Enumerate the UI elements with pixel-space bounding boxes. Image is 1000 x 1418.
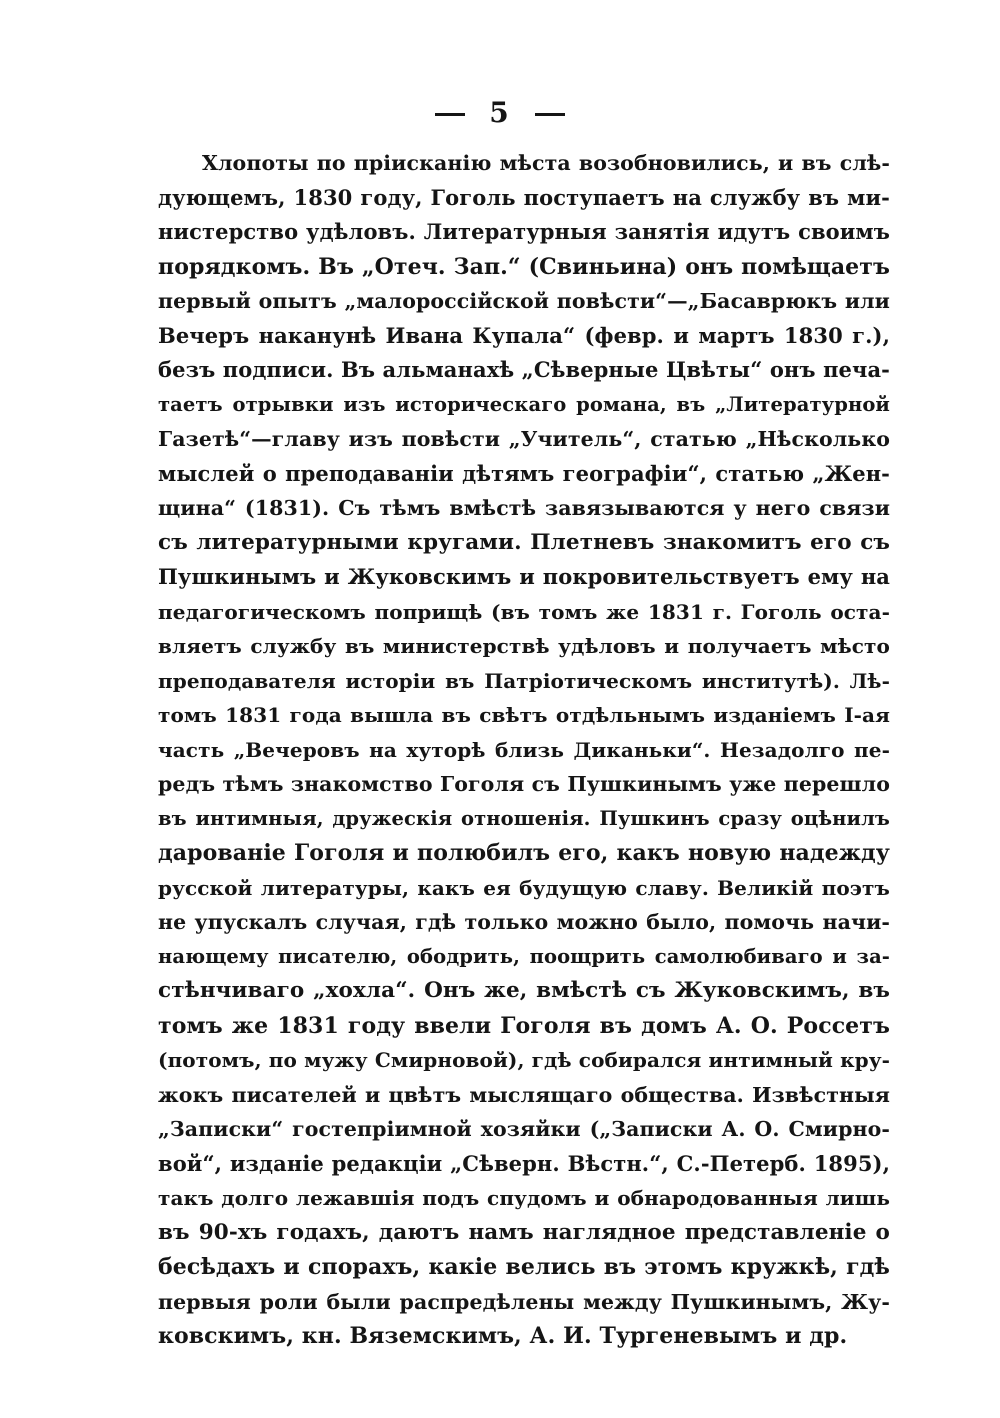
text-line: дарованiе Гоголя и полюбилъ его, какъ новую надежду <box>158 840 890 866</box>
page-number-dash-left <box>435 113 465 116</box>
text-line-last: ковскимъ, кн. Вяземскимъ, А. И. Тургеневымъ и др. <box>158 1323 848 1349</box>
text-line: первыя роли были распредѣлены между Пушкинымъ, Жу- <box>158 1289 890 1314</box>
text-line: дующемъ, 1830 году, Гоголь поступаетъ на службу въ ми- <box>158 184 890 210</box>
page-number <box>0 96 1000 129</box>
text-line: первый опытъ „малороссiйской повѣсти“—„Басаврюкъ или <box>158 289 890 313</box>
text-line: съ литературными кругами. Плетневъ знакомитъ его съ <box>158 529 890 555</box>
text-line: не упускалъ случая, гдѣ только можно было, помочь начи- <box>158 910 890 934</box>
text-line: порядкомъ. Въ „Отеч. Зап.“ (Свиньина) онъ помѣщаетъ <box>158 253 890 280</box>
text-line: въ интимныя, дружескiя отношенiя. Пушкинъ сразу оцѣнилъ <box>158 806 890 830</box>
text-line: „Записки“ гостепрiимной хозяйки („Записки А. О. Смирно- <box>158 1117 890 1141</box>
text-line: (потомъ, по мужу Смирновой), гдѣ собирался интимный кру- <box>158 1048 890 1072</box>
text-line: бесѣдахъ и спорахъ, какiе велись въ этомъ кружкѣ, гдѣ <box>158 1254 890 1280</box>
text-line: преподавателя исторiи въ Патрiотическомъ институтѣ). Лѣ- <box>158 668 890 693</box>
text-line: въ 90-хъ годахъ, даютъ намъ наглядное представленiе о <box>158 1219 890 1245</box>
text-line: Газетѣ“—главу изъ повѣсти „Учитель“, статью „Нѣсколько <box>158 427 890 451</box>
text-line: нистерство удѣловъ. Литературныя занятiя идутъ своимъ <box>158 219 890 244</box>
text-line: жокъ писателей и цвѣтъ мыслящаго общества. Извѣстныя <box>158 1082 890 1107</box>
text-line: таетъ отрывки изъ историческаго романа, въ „Литературной <box>158 392 890 416</box>
text-line: редъ тѣмъ знакомство Гоголя съ Пушкинымъ уже перешло <box>158 772 890 796</box>
text-line: вляетъ службу въ министерствѣ удѣловъ и получаетъ мѣсто <box>158 634 890 658</box>
text-line: томъ 1831 года вышла въ свѣтъ отдѣльнымъ изданiемъ I-ая <box>158 703 890 727</box>
text-line: Вечеръ наканунѣ Ивана Купала“ (февр. и мартъ 1830 г.), <box>158 322 890 348</box>
text-line: часть „Вечеровъ на хуторѣ близь Диканьки“. Незадолго пе- <box>158 737 890 762</box>
text-line: такъ долго лежавшiя подъ спудомъ и обнародованныя лишь <box>158 1186 890 1210</box>
body-paragraph <box>158 146 890 1354</box>
text-line: безъ подписи. Въ альманахѣ „Сѣверные Цвѣты“ онъ печа- <box>158 357 890 382</box>
text-line: стѣнчиваго „хохла“. Онъ же, вмѣстѣ съ Жуковскимъ, въ <box>158 978 890 1003</box>
text-line: Пушкинымъ и Жуковскимъ и покровительствуетъ ему на <box>158 564 890 589</box>
page-number-dash-right <box>535 113 565 116</box>
text-line: педагогическомъ поприщѣ (въ томъ же 1831 г. Гоголь оста- <box>158 599 890 624</box>
text-line: томъ же 1831 году ввели Гоголя въ домъ А. О. Россетъ <box>158 1012 890 1039</box>
page-number-value: 5 <box>489 96 511 129</box>
text-line: нающему писателю, ободрить, поощрить самолюбиваго и за- <box>158 944 890 968</box>
text-line: Хлопоты по прiисканiю мѣста возобновились, и въ слѣ- <box>202 151 890 175</box>
text-line: вой“, изданiе редакцiи „Сѣверн. Вѣстн.“, С.-Петерб. 1895), <box>158 1150 890 1176</box>
text-line: щина“ (1831). Съ тѣмъ вмѣстѣ завязываются у него связи <box>158 496 890 520</box>
text-line: мыслей о преподаванiи дѣтямъ географiи“, статью „Жен- <box>158 460 890 486</box>
text-line: русской литературы, какъ ея будущую славу. Великiй поэтъ <box>158 875 890 900</box>
